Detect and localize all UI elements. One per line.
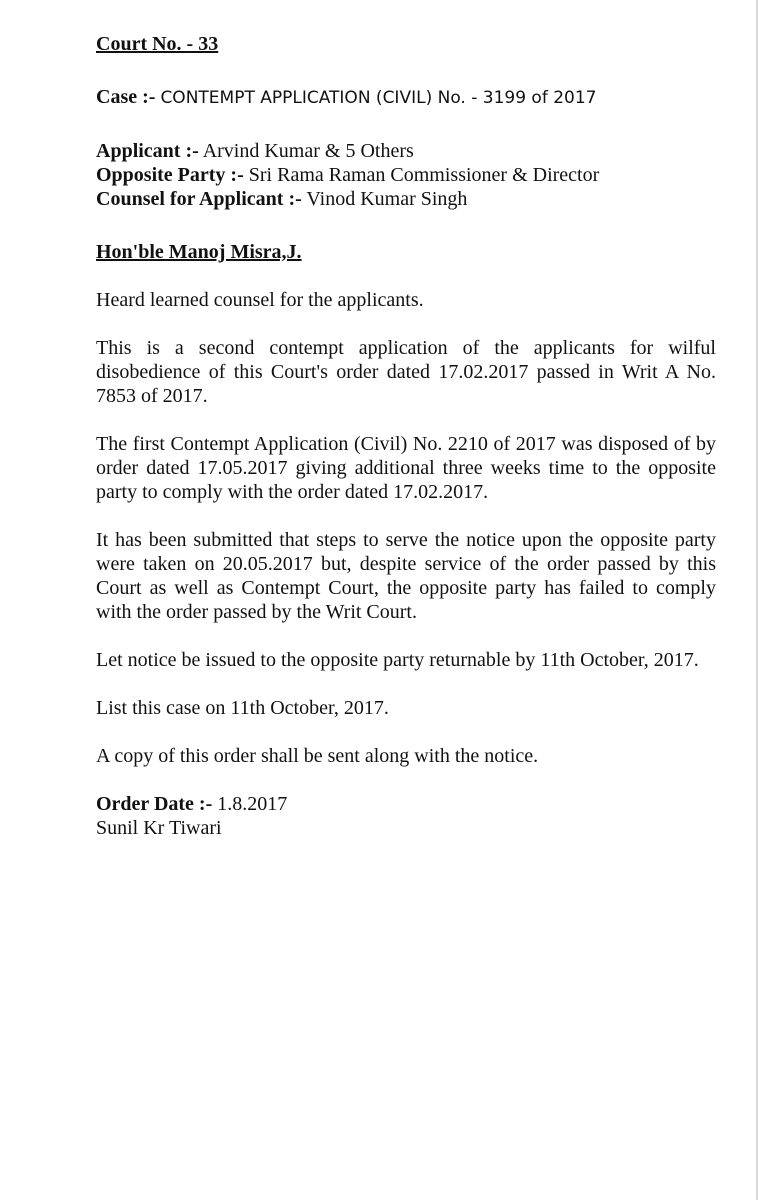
paragraph-notice: Let notice be issued to the opposite party returnable by 11th October, 2017. [96,649,699,671]
counsel-value: Vinod Kumar Singh [306,188,468,210]
counsel-label: Counsel for Applicant :- [96,188,302,210]
opposite-party-label: Opposite Party :- [96,164,244,186]
page-edge-divider [756,0,758,1200]
paragraph-first-contempt: The first Contempt Application (Civil) No. 2210 of 2017 was disposed of by order dated 17.05.2017 giving additional three weeks time to the opposite party to comply with the order dated 17.02.2017. [96,433,716,503]
opposite-party-value: Sri Rama Raman Commissioner & Director [248,164,600,186]
paragraph-copy: A copy of this order shall be sent along with the notice. [96,745,539,767]
counsel-line [96,187,716,211]
opposite-party-line [96,163,716,187]
paragraph-list-case: List this case on 11th October, 2017. [96,697,389,719]
court-order-document [96,32,716,840]
paragraph-heard: Heard learned counsel for the applicants. [96,289,424,311]
court-number: Court No. - 33 [96,33,219,55]
order-date-line [96,792,716,816]
applicant-value: Arvind Kumar & 5 Others [202,140,414,162]
case-value: CONTEMPT APPLICATION (CIVIL) No. - 3199 of 2017 [160,88,597,108]
applicant-label: Applicant :- [96,140,199,162]
order-date-label: Order Date :- [96,793,213,815]
signatory-name: Sunil Kr Tiwari [96,817,222,839]
judge-name: Hon'ble Manoj Misra,J. [96,241,302,263]
paragraph-submission: It has been submitted that steps to serve the notice upon the opposite party were taken on 20.05.2017 but, despite service of the order passed by this Court as well as Contempt Court, the opposite party has failed to comply with the order passed by the Writ Court. [96,529,716,623]
paragraph-second-contempt: This is a second contempt application of the applicants for wilful disobedience of this Court's order dated 17.02.2017 passed in Writ A No. 7853 of 2017. [96,337,716,407]
order-date-value: 1.8.2017 [217,793,288,815]
case-label: Case :- [96,86,156,108]
applicant-line [96,139,716,163]
case-line [96,85,716,110]
